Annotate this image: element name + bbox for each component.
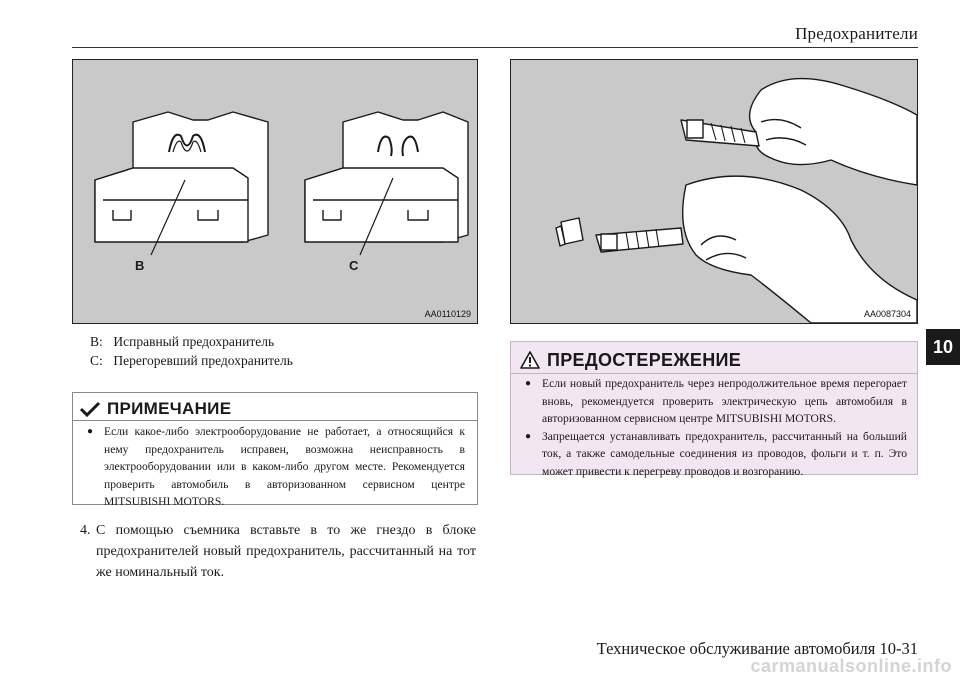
note-box (72, 392, 478, 508)
fuse-figure (72, 59, 478, 324)
fuse-label-c: C (349, 258, 359, 273)
note-title: ПРИМЕЧАНИЕ (107, 398, 232, 418)
caption-text: Исправный предохранитель (113, 334, 275, 349)
fuse-puller-figure (510, 59, 918, 324)
warning-item: ● Если новый предохранитель через непродолжительное время перегорает вновь, рекомендуется проверить электрическую цепь автомобиля в авторизованном сервисном центре MITSUBISHI MOTORS. (525, 375, 907, 428)
pen-check-icon (79, 401, 101, 417)
note-header (79, 396, 231, 421)
warning-box (510, 341, 918, 478)
step-text: С помощью съемника вставьте в то же гнездо в блоке предохранителей новый предохранитель, рассчитанный на тот же номинальный ток. (96, 523, 476, 580)
figure-code: AA0110129 (424, 309, 471, 319)
figure-code: AA0087304 (863, 309, 911, 319)
warning-triangle-icon (519, 350, 541, 370)
caption-key: B: (90, 334, 103, 349)
fuse-label-b: B (135, 258, 145, 273)
step-4 (76, 520, 476, 583)
watermark: carmanualsonline.info (750, 656, 952, 676)
figure-caption-c (90, 351, 293, 370)
page-header-title: Предохранители (795, 24, 918, 43)
warning-header (519, 346, 741, 374)
warning-title-rule (511, 373, 917, 374)
note-title-rule (73, 420, 477, 421)
fuse-puller-illustration (511, 60, 917, 323)
note-body (87, 423, 465, 511)
warning-title: ПРЕДОСТЕРЕЖЕНИЕ (547, 349, 742, 370)
step-number: 4. (80, 523, 91, 538)
warning-body (525, 375, 907, 480)
caption-text: Перегоревший предохранитель (113, 353, 293, 368)
caption-key: C: (90, 353, 103, 368)
fuse-illustration (73, 60, 477, 323)
page-footer: Техническое обслуживание автомобиля 10-31 (596, 639, 918, 658)
chapter-tab: 10 (926, 329, 960, 365)
header-rule (72, 47, 918, 48)
note-item: ● Если какое-либо электрооборудование не работает, а относящийся к нему предохранитель исправен, возможна неисправность в электрооборудовании или в каком-либо другом месте. Рекомендуется проверить автомобиль в авторизованном сервисном центре MITSUBISHI MOTORS. (87, 423, 465, 511)
warning-item: ● Запрещается устанавливать предохранитель, рассчитанный на больший ток, а также самодельные соединения из проводов, фольги и т. п. Это может привести к перегреву проводов и возгоранию. (525, 428, 907, 481)
figure-caption-b (90, 332, 274, 351)
